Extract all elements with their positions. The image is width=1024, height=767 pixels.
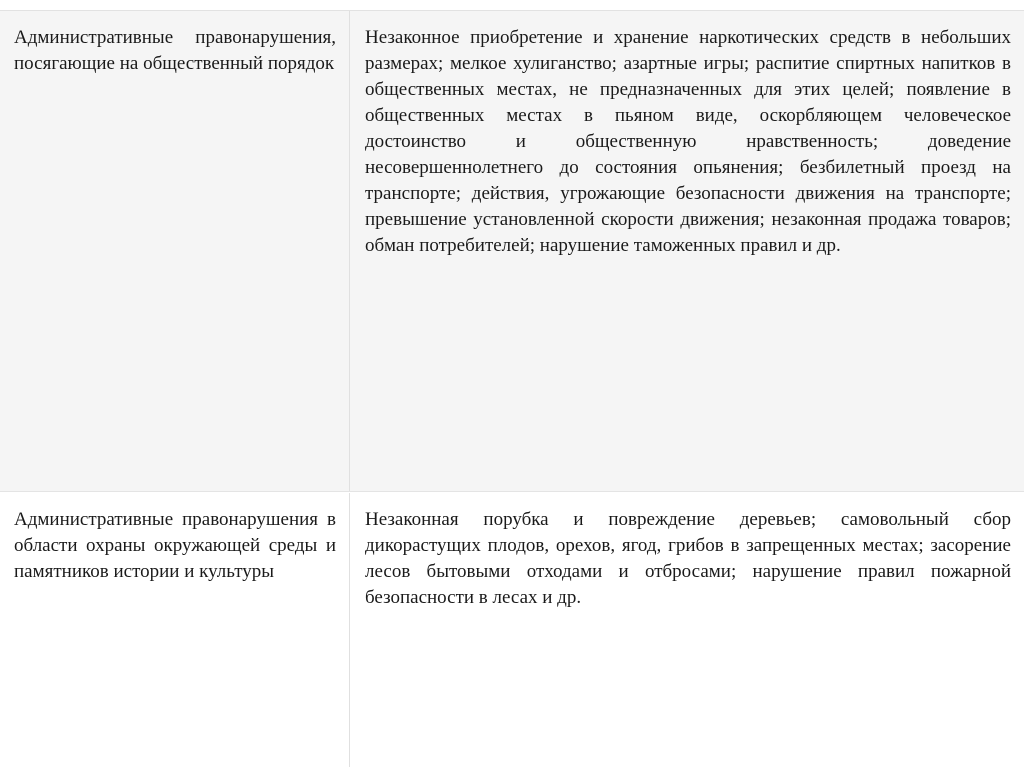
description-cell — [351, 11, 1024, 491]
description-text: Незаконное приобретение и хранение наркотических средств в небольших размерах; мелкое хулиганство; азартные игры; распитие спиртных напитков в общественных местах, не предназначенных для этих целей; появление в общественных местах в пьяном виде, оскорбляющем человеческое достоинство и общественную нравственность; доведение несовершеннолетнего до состояния опьянения; безбилетный проезд на транспорте; действия, угрожающие безопасности движения на транспорте; превышение установленной скорости движения; незаконная продажа товаров; обман потребителей; нарушение таможенных правил и др. — [365, 27, 1011, 256]
table-row — [0, 11, 1024, 492]
description-text: Незаконная порубка и повреждение деревьев; самовольный сбор дикорастущих плодов, орехов, ягод, грибов в запрещенных местах; засорение лесов бытовыми отходами и отбросами; нарушение правил пожарной безопасности в лесах и др. — [365, 509, 1011, 608]
description-cell — [351, 493, 1024, 767]
category-cell — [0, 11, 350, 491]
offenses-table — [0, 10, 1024, 767]
category-text: Административные правонарушения, посягающие на общественный порядок — [14, 27, 336, 74]
category-cell — [0, 493, 350, 767]
category-text: Административные правонарушения в области охраны окружающей среды и памятников истории и культуры — [14, 509, 336, 582]
table-row — [0, 493, 1024, 767]
